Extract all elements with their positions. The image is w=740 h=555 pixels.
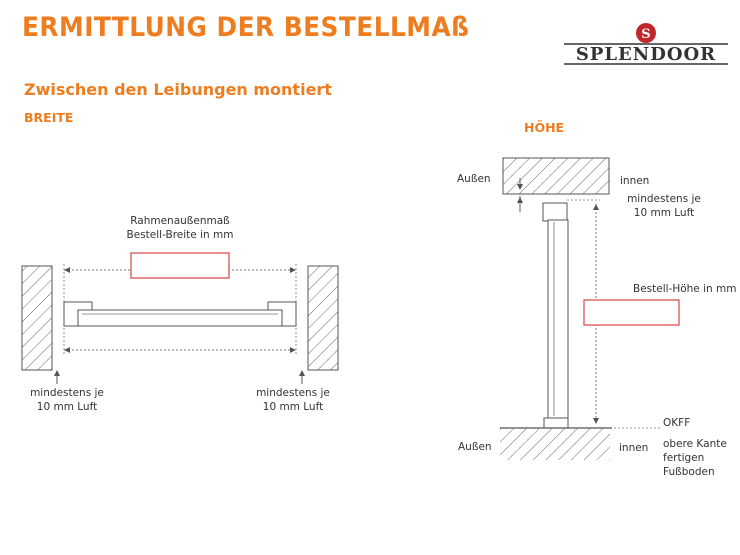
threshold-profile	[544, 418, 568, 428]
bottom-inside-label: innen	[619, 442, 649, 454]
page-title: ERMITTLUNG DER BESTELLMAß	[22, 12, 470, 43]
floor-hatch	[500, 428, 610, 460]
dim-arrow-left-icon	[64, 267, 70, 273]
left-gap-label: mindestens je 10 mm Luft	[30, 387, 104, 413]
left-gap-arrow-icon	[54, 370, 60, 376]
page-subtitle: Zwischen den Leibungen montiert	[24, 80, 332, 99]
floor-description-label: obere Kante fertigen Fußboden	[663, 438, 727, 478]
logo-wordmark: SPLENDOOR	[575, 44, 717, 65]
right-gap-arrow-icon	[299, 370, 305, 376]
left-wall-reveal	[22, 266, 52, 370]
right-wall-reveal	[308, 266, 338, 370]
top-gap-arrow-icon	[517, 197, 523, 203]
hoehe-section-label: HÖHE	[524, 120, 565, 135]
right-gap-label: mindestens je 10 mm Luft	[256, 387, 330, 413]
door-leaf-section	[548, 220, 568, 418]
top-inside-label: innen	[620, 175, 650, 187]
logo-emblem-letter: S	[641, 27, 651, 42]
width-input-box	[131, 253, 229, 278]
top-lintel	[503, 158, 609, 194]
okff-label: OKFF	[663, 417, 691, 429]
height-measure-label: Bestell-Höhe in mm	[633, 283, 737, 295]
bottom-outside-label: Außen	[458, 441, 492, 453]
breite-section-label: BREITE	[24, 110, 74, 125]
top-outside-label: Außen	[457, 173, 491, 185]
top-gap-label: mindestens je 10 mm Luft	[627, 193, 701, 219]
width-measure-label: Rahmenaußenmaß Bestell-Breite in mm	[126, 215, 234, 241]
dim-arrow-right-icon	[290, 267, 296, 273]
door-leaf-profile	[78, 310, 282, 326]
height-input-box	[584, 300, 679, 325]
frame-head-profile	[543, 203, 567, 221]
